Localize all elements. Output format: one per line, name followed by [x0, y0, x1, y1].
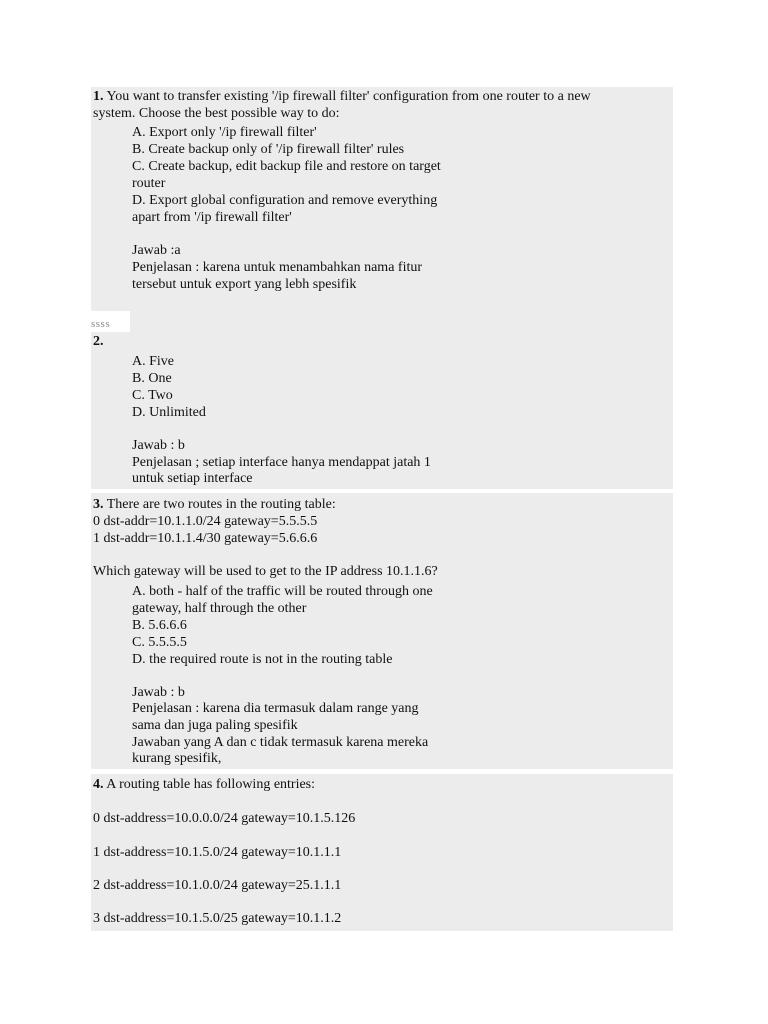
separator-bar: [130, 310, 673, 332]
option-cont: router: [132, 176, 166, 191]
option: C. 5.5.5.5: [132, 635, 187, 650]
option: D. Unlimited: [132, 405, 206, 420]
option: D. the required route is not in the routing table: [132, 652, 393, 667]
question-1-text-cont: system. Choose the best possible way to do:: [93, 106, 340, 121]
route-entry: 1 dst-addr=10.1.1.4/30 gateway=5.6.6.6: [93, 531, 318, 546]
question-1-text: 1. You want to transfer existing '/ip firewall filter' configuration from one router to a new: [93, 89, 591, 104]
explanation: sama dan juga paling spesifik: [132, 718, 298, 733]
option-cont: apart from '/ip firewall filter': [132, 210, 292, 225]
routing-entry: 0 dst-address=10.0.0.0/24 gateway=10.1.5.126: [93, 811, 356, 826]
question-2-block: [91, 332, 673, 489]
question-4-text: 4. A routing table has following entries:: [93, 777, 316, 792]
option: D. Export global configuration and remove everything: [132, 193, 438, 208]
explanation: kurang spesifik,: [132, 751, 222, 766]
option: C. Two: [132, 388, 173, 403]
option: B. One: [132, 371, 172, 386]
question-3-prompt: Which gateway will be used to get to the IP address 10.1.1.6?: [93, 564, 438, 579]
answer: Jawab : b: [132, 438, 185, 453]
question-1-block: [91, 87, 673, 311]
question-3-text: 3. There are two routes in the routing table:: [93, 497, 336, 512]
explanation: Penjelasan ; setiap interface hanya mendappat jatah 1: [132, 455, 431, 470]
separator-text: ssss: [91, 318, 111, 330]
question-number: 3.: [93, 497, 104, 512]
routing-entry: 2 dst-address=10.1.0.0/24 gateway=25.1.1.1: [93, 878, 342, 893]
explanation: Penjelasan : karena dia termasuk dalam range yang: [132, 701, 419, 716]
question-4-block: [91, 774, 673, 931]
routing-entry: 1 dst-address=10.1.5.0/24 gateway=10.1.1.1: [93, 845, 342, 860]
explanation: tersebut untuk export yang lebh spesifik: [132, 277, 357, 292]
option: C. Create backup, edit backup file and restore on target: [132, 159, 441, 174]
option: A. both - half of the traffic will be routed through one: [132, 584, 433, 599]
answer: Jawab : b: [132, 685, 185, 700]
option: B. 5.6.6.6: [132, 618, 187, 633]
option: A. Export only '/ip firewall filter': [132, 125, 317, 140]
routing-entry: 3 dst-address=10.1.5.0/25 gateway=10.1.1.2: [93, 911, 342, 926]
question-3-block: [91, 493, 673, 769]
explanation: Jawaban yang A dan c tidak termasuk karena mereka: [132, 735, 429, 750]
question-number: 1.: [93, 89, 104, 104]
question-number: 4.: [93, 777, 104, 792]
option-cont: gateway, half through the other: [132, 601, 307, 616]
question-number: 2.: [93, 334, 104, 349]
option: A. Five: [132, 354, 174, 369]
route-entry: 0 dst-addr=10.1.1.0/24 gateway=5.5.5.5: [93, 514, 318, 529]
explanation: Penjelasan : karena untuk menambahkan nama fitur: [132, 260, 423, 275]
answer: Jawab :a: [132, 243, 181, 258]
option: B. Create backup only of '/ip firewall filter' rules: [132, 142, 405, 157]
explanation: untuk setiap interface: [132, 471, 253, 486]
